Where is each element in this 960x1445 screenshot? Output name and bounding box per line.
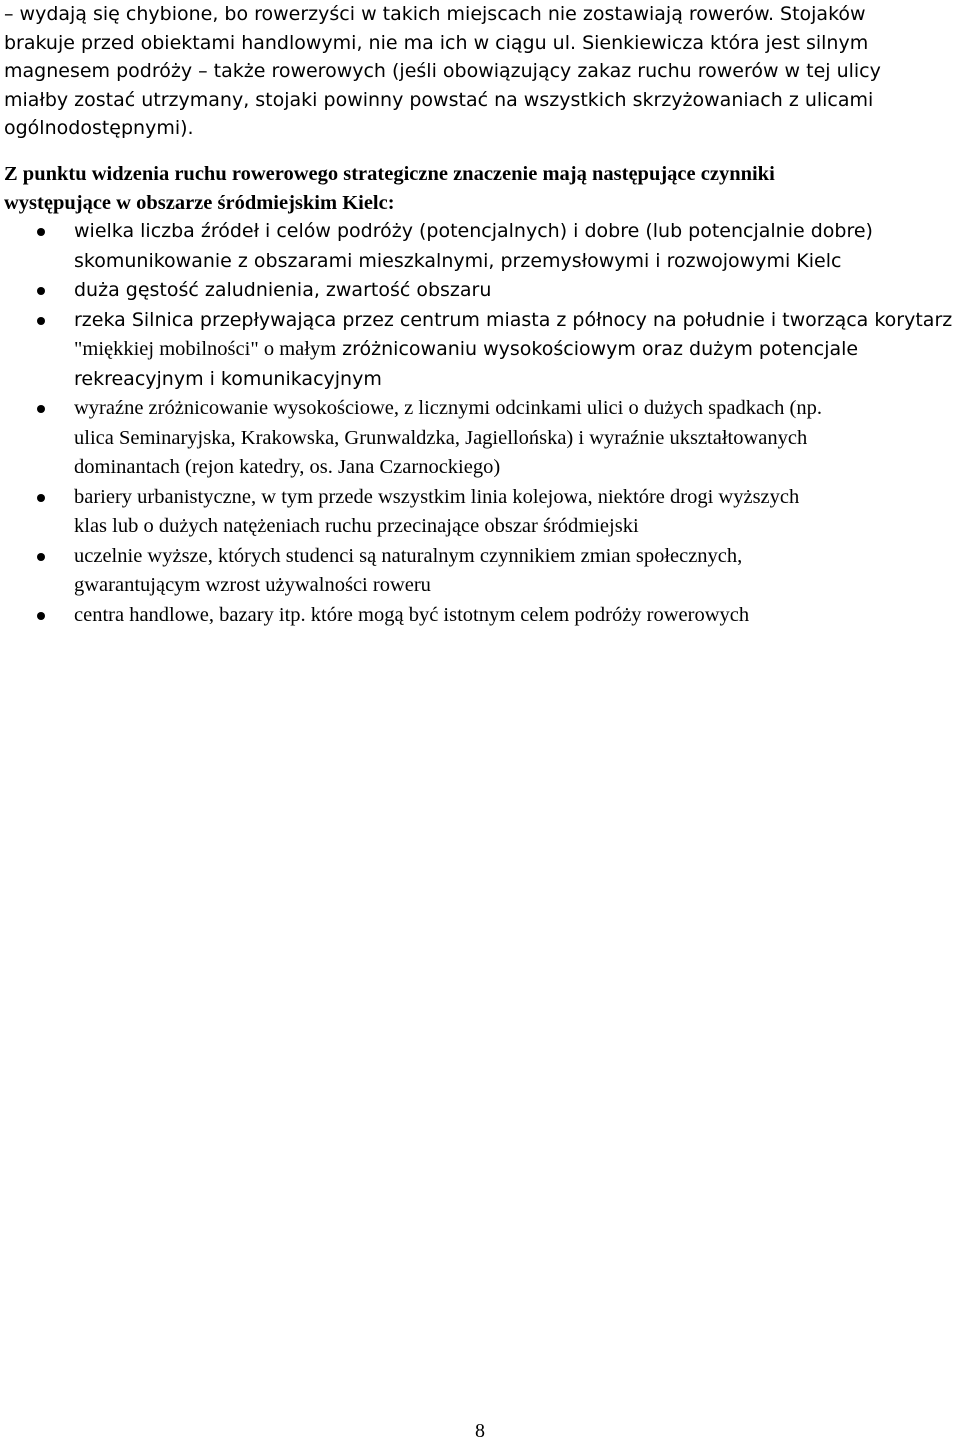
intro-line: miałby zostać utrzymany, stojaki powinny powstać na wszystkich skrzyżowaniach z ulicami [4, 88, 874, 111]
bullet-icon [37, 317, 45, 325]
list-item-line [74, 601, 960, 631]
text-run: skomunikowanie z obszarami mieszkalnymi, przemysłowymi i rozwojowymi Kielc [74, 249, 842, 272]
list-item-line [74, 542, 960, 572]
list-item [4, 542, 960, 601]
intro-line: magnesem podróży – także rowerowych (jeśli obowiązujący zakaz ruchu rowerów w tej ulicy [4, 60, 881, 82]
list-item-line [74, 394, 960, 424]
list-item-line [74, 424, 960, 454]
list-item-line [74, 365, 960, 395]
list-item-line [74, 335, 960, 365]
text-run: centra handlowe, bazary itp. które mogą być istotnym celem podróży rowerowych [74, 603, 750, 626]
bullet-icon [37, 612, 45, 620]
list-item [4, 276, 960, 306]
list-item-line [74, 512, 960, 542]
text-run: klas lub o dużych natężeniach ruchu przecinające obszar śródmiejski [74, 515, 639, 537]
list-item [4, 483, 960, 542]
list-item-line [74, 306, 960, 336]
bullet-icon [37, 553, 45, 561]
intro-line: – wydają się chybione, bo rowerzyści w takich miejscach nie zostawiają rowerów. Stojaków [4, 3, 866, 25]
factors-section [4, 160, 960, 630]
list-item-line [74, 483, 960, 513]
bullet-icon [37, 287, 45, 295]
list-item [4, 394, 960, 483]
section-heading-line: Z punktu widzenia ruchu rowerowego strategiczne znaczenie mają następujące czynniki [4, 163, 775, 185]
intro-line: brakuje przed obiektami handlowymi, nie ma ich w ciągu ul. Sienkiewicza która jest silnym [4, 31, 869, 54]
bullet-icon [37, 405, 45, 413]
text-run: rekreacyjnym i komunikacyjnym [74, 367, 382, 390]
section-heading-line: występujące w obszarze śródmiejskim Kielc: [4, 191, 395, 214]
text-run: duża gęstość zaludnienia, zwartość obszaru [74, 279, 492, 301]
text-run: bariery urbanistyczne, w tym przede wszystkim linia kolejowa, niektóre drogi wyższych [74, 485, 800, 508]
text-run: "miękkiej mobilności" o małym [74, 338, 337, 360]
factors-list [4, 217, 960, 630]
list-item [4, 217, 960, 276]
text-run: ulica Seminaryjska, Krakowska, Grunwaldzka, Jagiellońska) i wyraźnie ukształtowanych [74, 426, 808, 449]
list-item-line [74, 453, 960, 483]
text-run: uczelnie wyższe, których studenci są naturalnym czynnikiem zmian społecznych, [74, 544, 743, 567]
text-run: zróżnicowaniu wysokościowym oraz dużym potencjale [336, 338, 859, 360]
list-item [4, 601, 960, 631]
text-run: rzeka Silnica przepływająca przez centrum miasta z północy na południe i tworząca korytarz [74, 308, 953, 331]
list-item-line [74, 217, 960, 247]
text-run: wyraźne zróżnicowanie wysokościowe, z licznymi odcinkami ulici o dużych spadkach (np. [74, 397, 822, 419]
bullet-icon [37, 494, 45, 502]
list-item-line [74, 571, 960, 601]
text-run: gwarantującym wzrost używalności roweru [74, 574, 431, 596]
intro-line: ogólnodostępnymi). [4, 117, 194, 139]
bullet-icon [37, 228, 45, 236]
text-run: wielka liczba źródeł i celów podróży (potencjalnych) i dobre (lub potencjalnie dobre) [74, 220, 873, 242]
list-item [4, 306, 960, 395]
list-item-line [74, 247, 960, 277]
intro-paragraph [4, 0, 954, 143]
page-number: 8 [475, 1420, 485, 1442]
list-item-line [74, 276, 960, 306]
text-run: dominantach (rejon katedry, os. Jana Czarnockiego) [74, 456, 501, 478]
